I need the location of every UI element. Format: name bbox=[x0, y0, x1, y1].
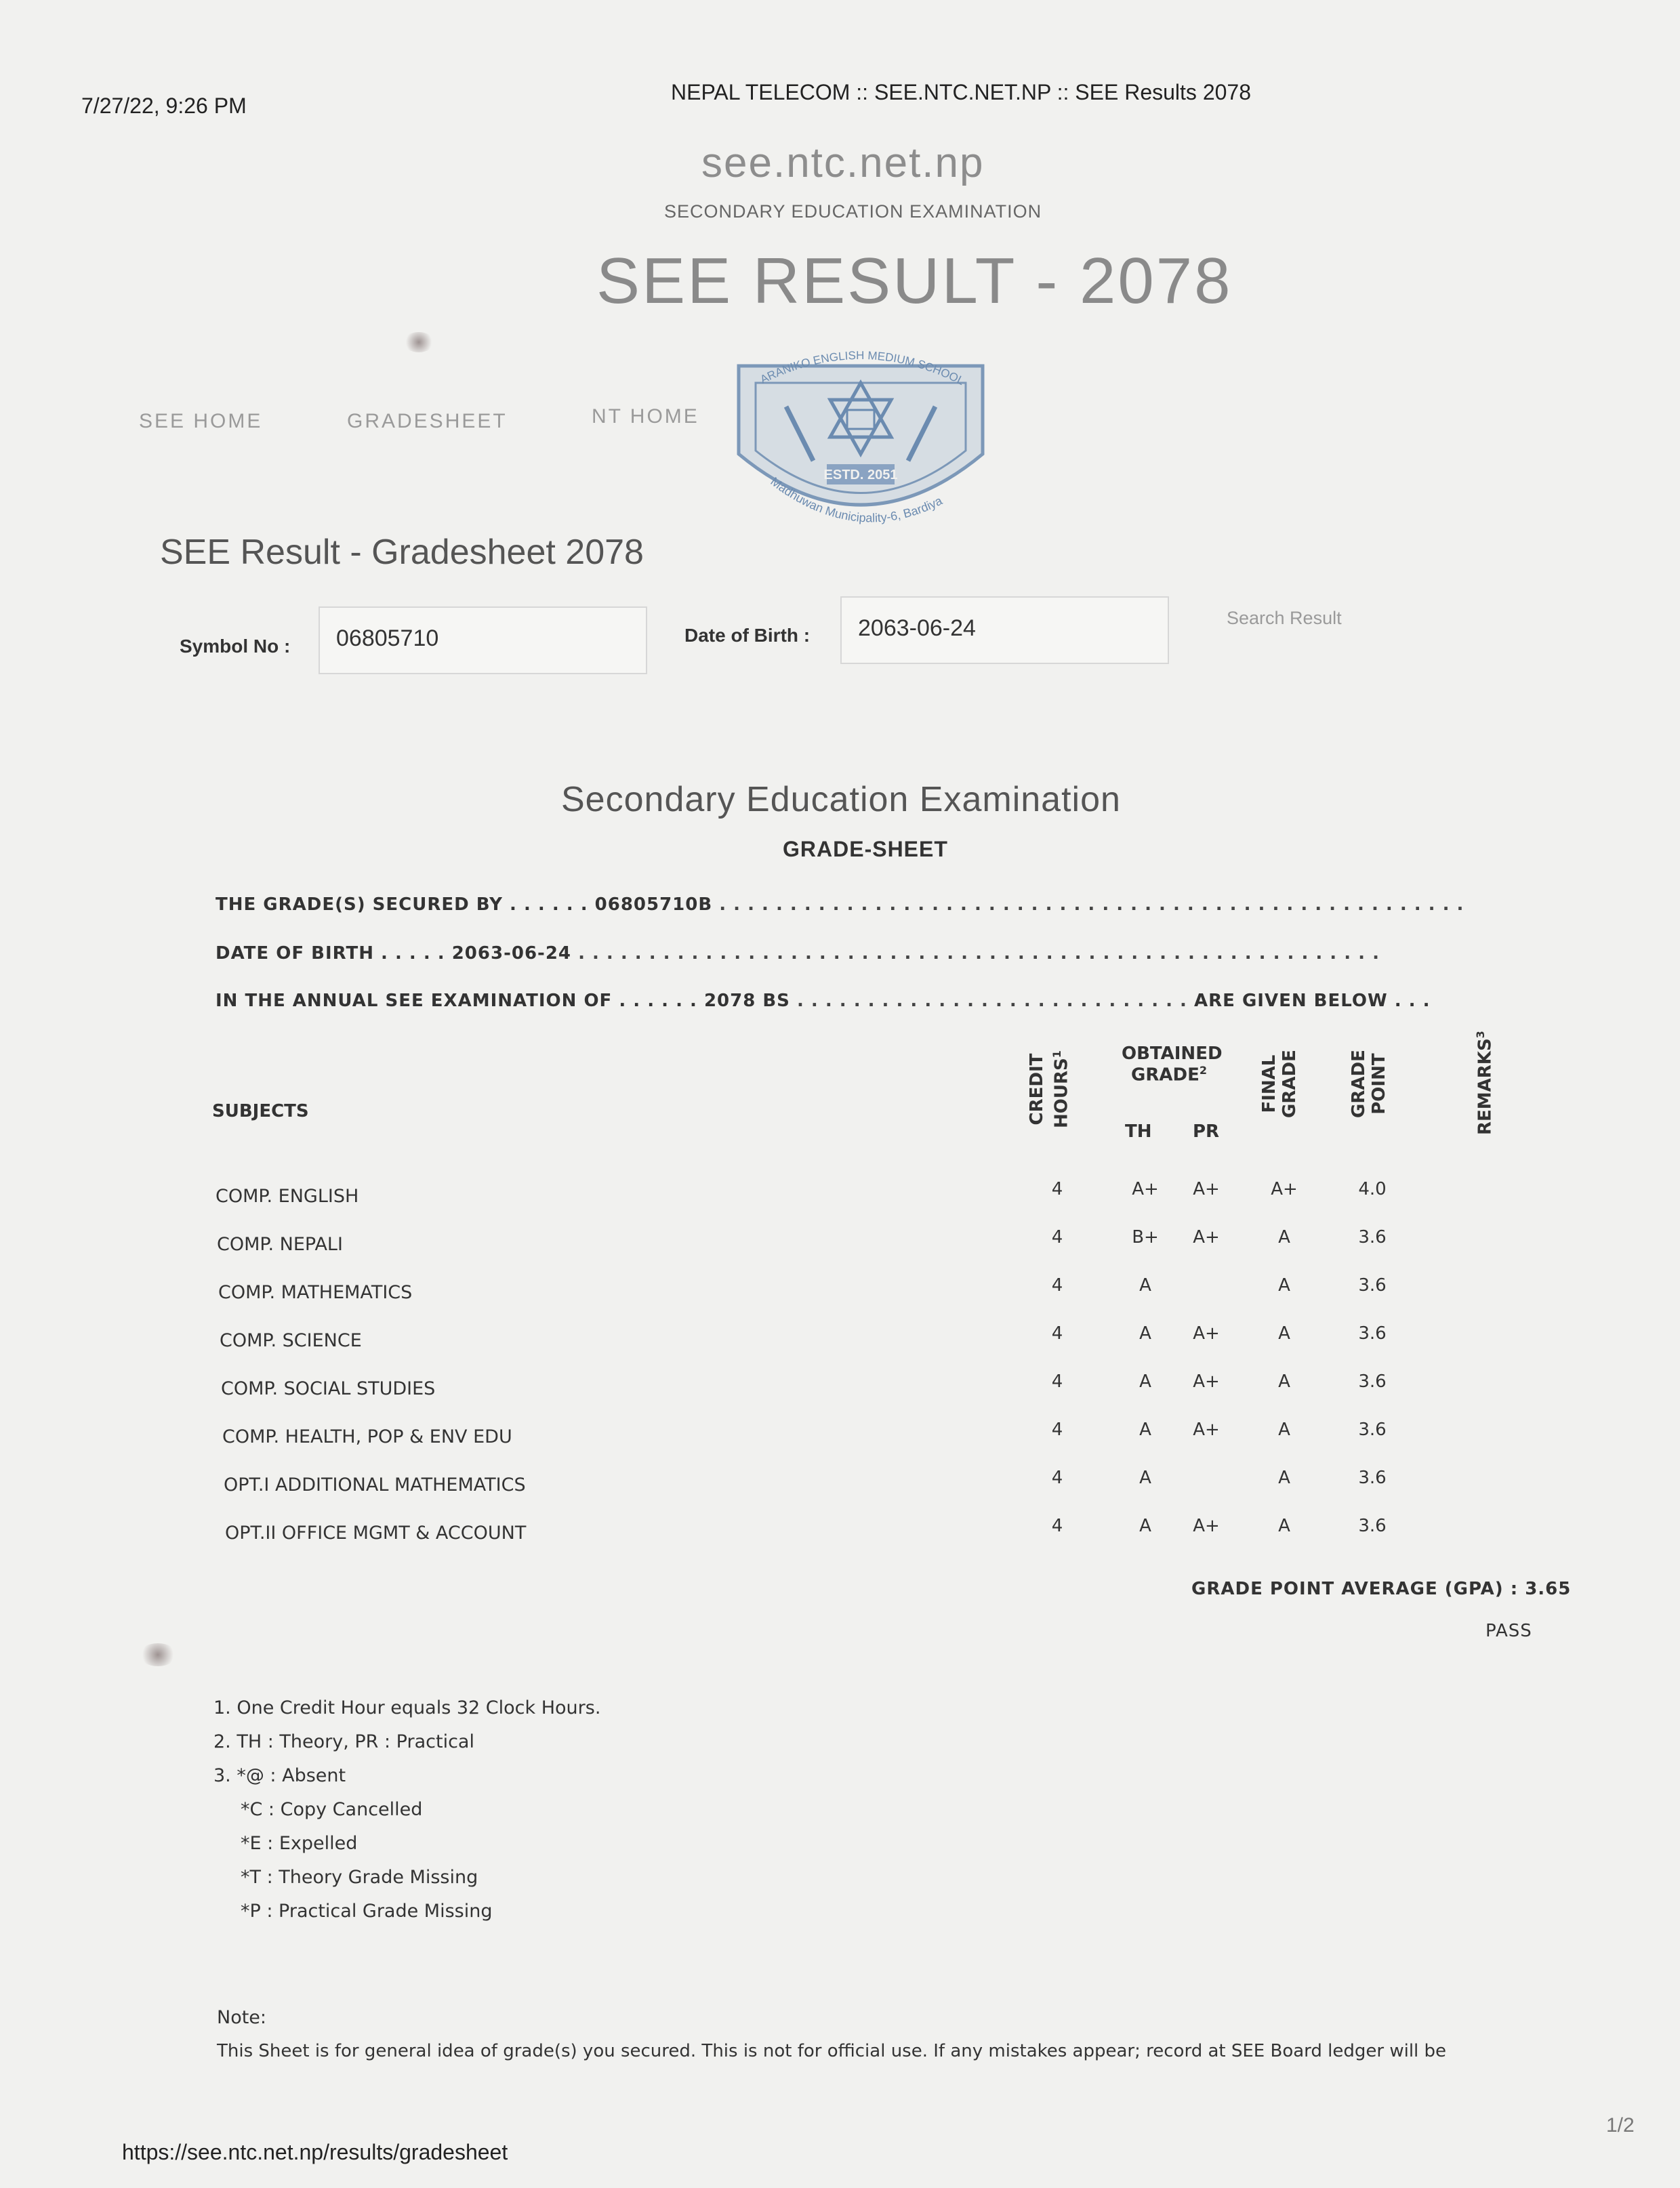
nav-nt-home[interactable]: NT HOME bbox=[592, 405, 699, 428]
grade-point-cell: 3.6 bbox=[1358, 1420, 1387, 1440]
dob-line: DATE OF BIRTH . . . . . 2063-06-24 . . . . . . . . . . . . . . . . . . . . . . . . . . . . . . . . . . . . . . . . . . . . . . . . . . . . . . . . . bbox=[216, 943, 1380, 964]
print-datetime: 7/27/22, 9:26 PM bbox=[81, 94, 247, 118]
exam-line: IN THE ANNUAL SEE EXAMINATION OF . . . . . . 2078 BS . . . . . . . . . . . . . . . . . . . . . . . . . . . . ARE GIVEN BELOW . . . bbox=[216, 991, 1431, 1011]
subject-name: COMP. HEALTH, POP & ENV EDU bbox=[222, 1426, 512, 1447]
final-grade-cell: A bbox=[1278, 1371, 1290, 1392]
dob-line-label: DATE OF BIRTH . . . . . bbox=[216, 943, 445, 964]
search-result-button[interactable]: Search Result bbox=[1227, 608, 1342, 628]
pr-grade-cell: A+ bbox=[1193, 1323, 1220, 1344]
final-grade-cell: A bbox=[1278, 1468, 1290, 1488]
result-status: PASS bbox=[1486, 1621, 1532, 1641]
grade-point-cell: 3.6 bbox=[1358, 1227, 1387, 1247]
pr-grade-cell: A+ bbox=[1193, 1371, 1220, 1392]
grade-point-cell: 3.6 bbox=[1358, 1323, 1387, 1344]
grade-point-cell: 4.0 bbox=[1358, 1179, 1387, 1199]
credit-hours-cell: 4 bbox=[1051, 1371, 1063, 1392]
final-grade-cell: A+ bbox=[1271, 1179, 1298, 1199]
grade-point-cell: 3.6 bbox=[1358, 1516, 1387, 1536]
secured-by-label: THE GRADE(S) SECURED BY . . . . . . bbox=[216, 894, 588, 915]
th-grade-cell: A bbox=[1139, 1468, 1151, 1488]
credit-hours-cell: 4 bbox=[1051, 1275, 1063, 1296]
remarks-header: REMARKS$^3$ bbox=[1474, 1031, 1496, 1135]
subject-name: OPT.II OFFICE MGMT & ACCOUNT bbox=[225, 1523, 527, 1544]
pr-grade-cell: A+ bbox=[1193, 1420, 1220, 1440]
symbol-input[interactable]: 06805710 bbox=[319, 606, 647, 674]
final-grade-cell: A bbox=[1278, 1420, 1290, 1440]
obtained-grade-header: OBTAINED GRADE$^2$ bbox=[1122, 1044, 1223, 1086]
gradesheet-title: GRADE-SHEET bbox=[783, 837, 948, 861]
pr-grade-cell: A+ bbox=[1193, 1516, 1220, 1536]
final-grade-cell: A bbox=[1278, 1516, 1290, 1536]
scan-smudge bbox=[403, 332, 434, 352]
grade-point-cell: 3.6 bbox=[1358, 1275, 1387, 1296]
th-grade-cell: A bbox=[1139, 1420, 1151, 1440]
subjects-header: SUBJECTS bbox=[212, 1101, 309, 1121]
footnote-practical-missing: *P : Practical Grade Missing bbox=[241, 1901, 493, 1922]
gpa-value: 3.65 bbox=[1525, 1579, 1572, 1599]
th-grade-cell: A bbox=[1139, 1516, 1151, 1536]
dob-line-value: 2063-06-24 bbox=[451, 943, 572, 964]
note-label: Note: bbox=[217, 2007, 267, 2028]
subject-name: OPT.I ADDITIONAL MATHEMATICS bbox=[224, 1474, 526, 1495]
final-grade-cell: A bbox=[1278, 1323, 1290, 1344]
th-grade-cell: A bbox=[1139, 1323, 1151, 1344]
th-grade-cell: A bbox=[1139, 1371, 1151, 1392]
credit-hours-cell: 4 bbox=[1051, 1323, 1063, 1344]
subject-name: COMP. SCIENCE bbox=[220, 1330, 362, 1351]
nav-see-home[interactable]: SEE HOME bbox=[139, 410, 263, 432]
gradesheet-heading: SEE Result - Gradesheet 2078 bbox=[160, 533, 644, 572]
school-stamp bbox=[718, 318, 1003, 569]
exam-title: Secondary Education Examination bbox=[561, 780, 1121, 819]
scan-smudge bbox=[139, 1643, 177, 1666]
stamp-estd: ESTD. 2051 bbox=[823, 468, 898, 482]
nav-gradesheet[interactable]: GRADESHEET bbox=[347, 410, 508, 432]
secured-by-line: THE GRADE(S) SECURED BY . . . . . . 06805710B . . . . . . . . . . . . . . . . . . . . . . . . . . . . . . . . . . . . . . . . . . . . . . . . . . . . . bbox=[216, 894, 1464, 915]
note-text: This Sheet is for general idea of grade(s) you secured. This is not for official use. If any mistakes appear; record at SEE Board ledger will be bbox=[217, 2041, 1447, 2061]
final-grade-cell: A bbox=[1278, 1227, 1290, 1247]
exam-line-value: 2078 BS bbox=[703, 991, 790, 1011]
secured-by-value: 06805710B bbox=[594, 894, 713, 915]
subject-name: COMP. SOCIAL STUDIES bbox=[221, 1378, 436, 1399]
gpa-label: GRADE POINT AVERAGE (GPA) : bbox=[1191, 1579, 1519, 1599]
grade-point-cell: 3.6 bbox=[1358, 1371, 1387, 1392]
given-below-text: ARE GIVEN BELOW . . . bbox=[1194, 991, 1431, 1011]
result-banner: SEE RESULT - 2078 bbox=[596, 245, 1233, 317]
site-subtitle: SECONDARY EDUCATION EXAMINATION bbox=[664, 201, 1042, 222]
grade-point-header: GRADE POINT bbox=[1349, 1050, 1389, 1118]
credit-hours-header: CREDIT HOURS$^1$ bbox=[1027, 1050, 1072, 1128]
gpa-line bbox=[1191, 1579, 1571, 1599]
credit-hours-cell: 4 bbox=[1051, 1227, 1063, 1247]
pr-grade-cell: A+ bbox=[1193, 1227, 1220, 1247]
credit-hours-cell: 4 bbox=[1051, 1420, 1063, 1440]
subject-name: COMP. MATHEMATICS bbox=[218, 1282, 413, 1303]
exam-line-label: IN THE ANNUAL SEE EXAMINATION OF . . . . . . bbox=[216, 991, 697, 1011]
credit-hours-cell: 4 bbox=[1051, 1468, 1063, 1488]
stamp-bottom-text: Madhuwan Municipality-6, Bardiya bbox=[768, 474, 945, 525]
dob-input[interactable]: 2063-06-24 bbox=[840, 596, 1169, 664]
credit-hours-cell: 4 bbox=[1051, 1516, 1063, 1536]
footnote-2: 2. TH : Theory, PR : Practical bbox=[213, 1731, 474, 1752]
footnote-copy-cancelled: *C : Copy Cancelled bbox=[241, 1799, 423, 1820]
footnote-3: 3. *@ : Absent bbox=[213, 1765, 346, 1786]
subject-name: COMP. NEPALI bbox=[217, 1234, 343, 1255]
page-number: 1/2 bbox=[1606, 2114, 1635, 2137]
site-name: see.ntc.net.np bbox=[701, 140, 985, 186]
dob-label: Date of Birth : bbox=[684, 625, 811, 646]
footnote-expelled: *E : Expelled bbox=[241, 1833, 358, 1854]
grade-point-cell: 3.6 bbox=[1358, 1468, 1387, 1488]
final-grade-cell: A bbox=[1278, 1275, 1290, 1296]
th-grade-cell: A bbox=[1139, 1275, 1151, 1296]
credit-hours-cell: 4 bbox=[1051, 1179, 1063, 1199]
pr-header: PR bbox=[1193, 1121, 1220, 1142]
footnote-1: 1. One Credit Hour equals 32 Clock Hours. bbox=[213, 1697, 601, 1718]
symbol-label: Symbol No : bbox=[180, 636, 291, 657]
th-grade-cell: A+ bbox=[1132, 1179, 1159, 1199]
th-grade-cell: B+ bbox=[1132, 1227, 1159, 1247]
page-url[interactable]: https://see.ntc.net.np/results/gradesheet bbox=[122, 2140, 508, 2164]
subject-name: COMP. ENGLISH bbox=[216, 1186, 359, 1207]
stamp-top-text: ARANIKO ENGLISH MEDIUM SCHOOL bbox=[758, 348, 966, 388]
pr-grade-cell: A+ bbox=[1193, 1179, 1220, 1199]
footnote-theory-missing: *T : Theory Grade Missing bbox=[241, 1867, 478, 1888]
th-header: TH bbox=[1125, 1121, 1152, 1142]
final-grade-header: FINAL GRADE bbox=[1259, 1050, 1300, 1118]
page-title: NEPAL TELECOM :: SEE.NTC.NET.NP :: SEE Results 2078 bbox=[671, 80, 1251, 104]
